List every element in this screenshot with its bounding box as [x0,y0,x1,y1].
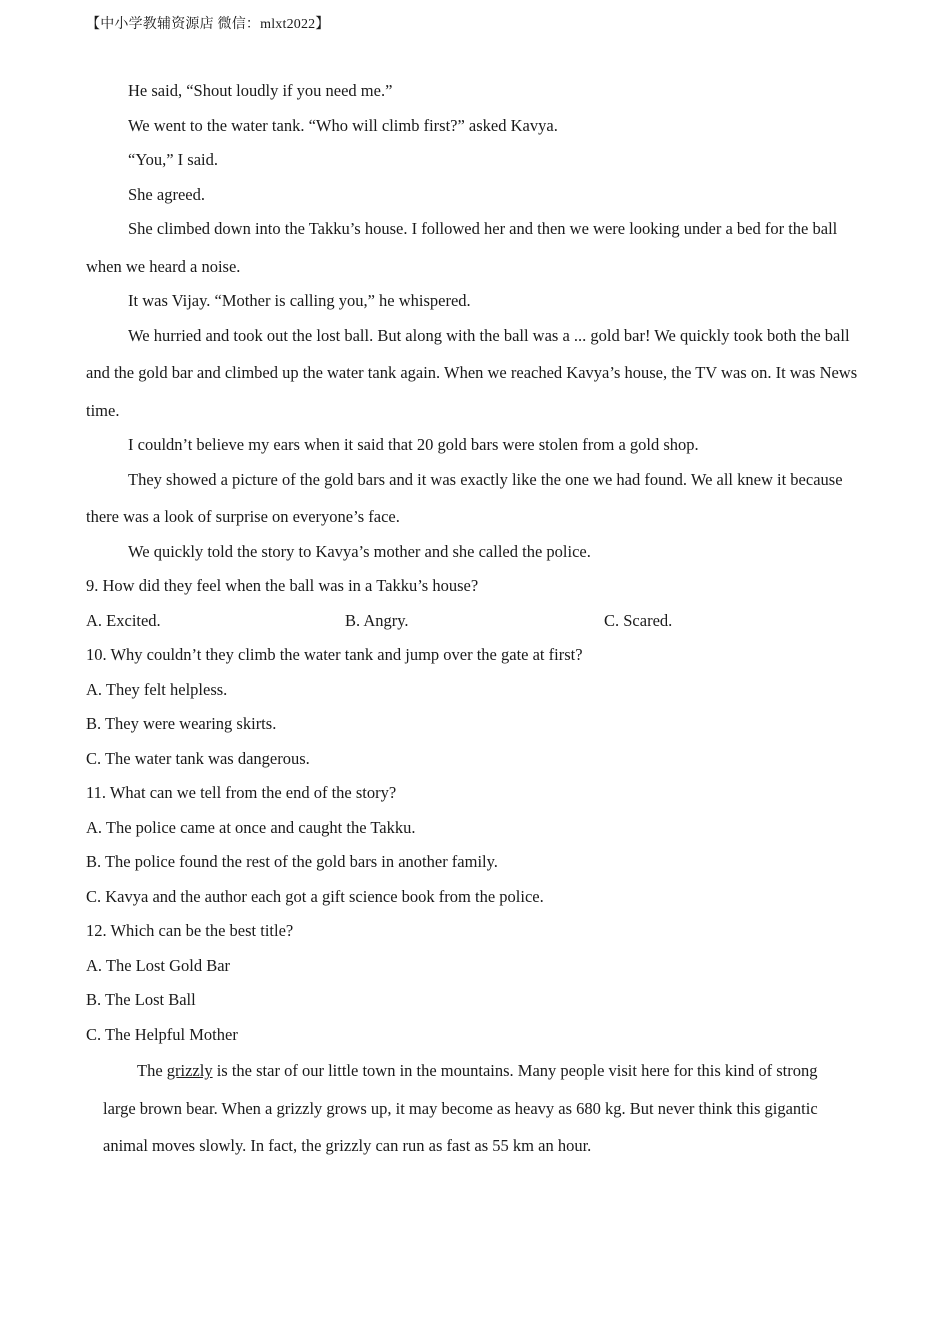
option-c: C. Kavya and the author each got a gift science book from the police. [86,886,544,906]
option-a: A. The police came at once and caught the Takku. [86,817,416,837]
document-body [86,79,866,1057]
underlined-word: grizzly [166,1061,213,1080]
option-b: B. The Lost Ball [86,990,196,1009]
option-c: C. The water tank was dangerous. [86,748,310,768]
story-paragraph: He said, “Shout loudly if you need me.” [128,81,393,100]
option-c: C. The Helpful Mother [86,1024,238,1044]
story-paragraph: They showed a picture of the gold bars and it was exactly like the one we had found. We all knew it because there was a look of surprise on everyone’s face. [86,469,843,526]
story-paragraph: We went to the water tank. “Who will climb first?” asked Kavya. [128,115,558,135]
option-a: A. Excited. [86,610,161,630]
question-9-options [86,609,866,632]
question-9-stem: 9. How did they feel when the ball was in a Takku’s house? [86,576,479,595]
question-12-stem: 12. Which can be the best title? [86,921,294,940]
question-10-stem: 10. Why couldn’t they climb the water tank and jump over the gate at first? [86,645,583,664]
story-paragraph: “You,” I said. [128,150,218,169]
option-b: B. They were wearing skirts. [86,714,277,733]
story-paragraph: We quickly told the story to Kavya’s mother and she called the police. [128,541,591,561]
question-11-stem: 11. What can we tell from the end of the story? [86,783,397,802]
passage-text-before: The [137,1061,167,1080]
story-paragraph: I couldn’t believe my ears when it said that 20 gold bars were stolen from a gold shop. [128,435,699,454]
option-c: C. Scared. [604,610,673,630]
story-paragraph: It was Vijay. “Mother is calling you,” he whispered. [128,291,471,310]
page-header-watermark: 【中小学教辅资源店 微信：mlxt2022】 [86,17,330,32]
option-a: A. The Lost Gold Bar [86,955,231,975]
story-paragraph: We hurried and took out the lost ball. But along with the ball was a ... gold bar! We quickly took both the ball and the gold bar and climbed up the water tank again. When we reached Kavya’s house, the TV was on. It was News time. [86,325,858,420]
grizzly-passage [103,1052,843,1165]
passage-text-after: is the star of our little town in the mountains. Many people visit here for this kind of strong large brown bear. When a grizzly grows up, it may become as heavy as 680 kg. But never think this gigantic animal moves slowly. In fact, the grizzly can run as fast as 55 km an hour. [103,1061,818,1155]
grizzly-paragraph [103,1052,843,1165]
option-b: B. The police found the rest of the gold bars in another family. [86,852,498,871]
option-a: A. They felt helpless. [86,679,228,699]
option-b: B. Angry. [345,610,409,630]
story-paragraph: She climbed down into the Takku’s house. I followed her and then we were looking under a bed for the ball when we heard a noise. [86,219,838,276]
story-paragraph: She agreed. [128,184,205,204]
